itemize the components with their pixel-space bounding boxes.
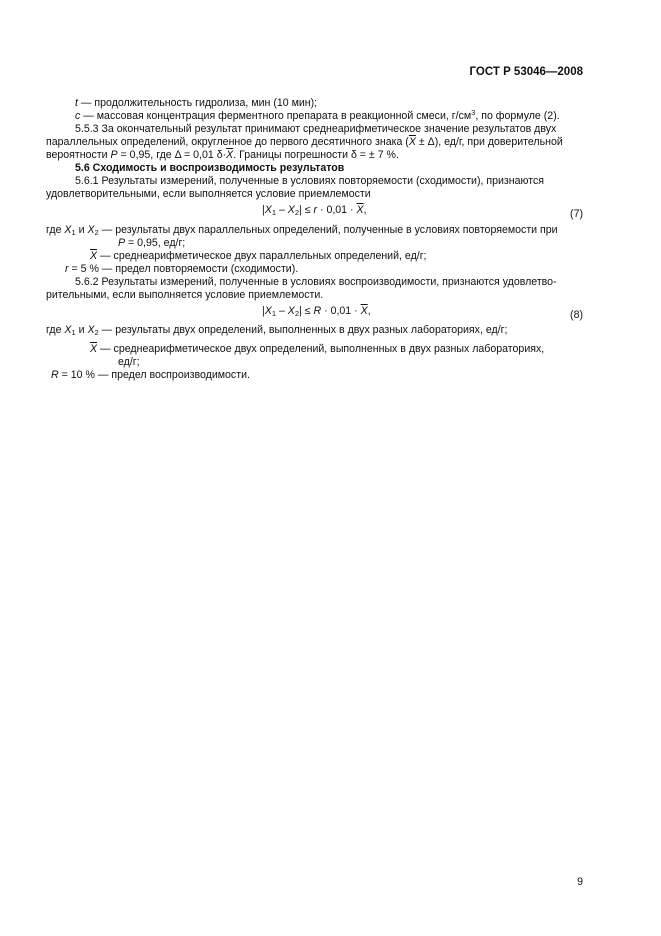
relation: | ≤ bbox=[299, 305, 314, 317]
t-definition-text: — продолжительность гидролиза, мин (10 мин); bbox=[77, 97, 318, 109]
para-5-5-3-line2 bbox=[46, 136, 563, 149]
and-word: и bbox=[75, 324, 88, 336]
relation: | ≤ bbox=[299, 204, 314, 216]
where-x1-x2-line2 bbox=[118, 237, 185, 250]
subscript-1: 1 bbox=[271, 309, 277, 318]
where-word: где bbox=[46, 324, 65, 336]
para-5-5-3-line3-mid: = 0,95, где Δ = 0,01 δ· bbox=[117, 149, 227, 161]
symbol-x2: X bbox=[287, 305, 295, 317]
where-xbar-line bbox=[90, 250, 427, 263]
subscript-2: 2 bbox=[294, 309, 300, 318]
definition-text: — результаты двух параллельных определений, полученные в условиях повторяемости при bbox=[98, 224, 558, 236]
para-5-5-3-line2-tail: ± Δ), ед/г, при доверительной bbox=[415, 136, 563, 148]
c-definition-tail: , по формуле (2). bbox=[475, 110, 560, 122]
para-5-5-3-line2-text: параллельных определений, округленное до первого десятичного знака ( bbox=[46, 136, 409, 148]
definition-cont: = 0,95, ед/г; bbox=[125, 237, 186, 249]
equation-number-8: (8) bbox=[570, 309, 583, 321]
mean-x-symbol: $\overline{X}$ bbox=[90, 343, 98, 355]
var-t-definition bbox=[75, 97, 317, 110]
para-5-5-3-line1: 5.5.3 За окончательный результат принимают среднеарифметическое значение результатов двух bbox=[75, 123, 557, 135]
para-5-5-3-line3 bbox=[46, 149, 399, 162]
minus-sign: – bbox=[276, 305, 288, 317]
para-5-6-1-line1: 5.6.1 Результаты измерений, полученные в условиях повторяемости (сходимости), признаются bbox=[75, 175, 545, 187]
subscript-1: 1 bbox=[71, 328, 76, 337]
definition-text: — результаты двух определений, выполненных в двух разных лабораториях, ед/г; bbox=[98, 324, 508, 336]
abs-bar-open: | bbox=[262, 305, 265, 317]
definition-text: — среднеарифметическое двух определений, выполненных в двух разных лабораториях, bbox=[97, 343, 545, 355]
para-5-6-2-line2: рительными, если выполняется условие приемлемости. bbox=[46, 289, 324, 301]
where-x1-x2-labs-line bbox=[46, 324, 507, 337]
comma: , bbox=[363, 204, 367, 216]
mean-x-symbol: $\overline{X}$ bbox=[360, 305, 368, 317]
para-5-5-3-line3-text: вероятности bbox=[46, 149, 111, 161]
symbol-x1: X bbox=[264, 305, 272, 317]
page-number: 9 bbox=[577, 876, 583, 888]
section-heading-5-6: 5.6 Сходимость и воспроизводимость результатов bbox=[75, 162, 345, 174]
symbol-P: P bbox=[110, 149, 118, 161]
abs-bar-open: | bbox=[262, 204, 265, 216]
mean-x-symbol: $\overline{X}$ bbox=[226, 149, 234, 161]
subscript-1: 1 bbox=[271, 208, 277, 217]
mean-x-symbol: $\overline{X}$ bbox=[90, 250, 98, 262]
mean-x-symbol: $\overline{X}$ bbox=[408, 136, 416, 148]
where-r-line bbox=[65, 263, 298, 276]
symbol-P: P bbox=[118, 237, 126, 249]
symbol-r: r bbox=[313, 204, 318, 216]
where-R-line bbox=[51, 369, 250, 382]
symbol-x1: X bbox=[64, 224, 72, 236]
c-unit-exponent: 3 bbox=[471, 108, 476, 117]
var-c-definition bbox=[75, 110, 560, 123]
subscript-2: 2 bbox=[94, 328, 99, 337]
definition-text: = 5 % — предел повторяемости (сходимости). bbox=[68, 263, 299, 275]
where-word: где bbox=[46, 224, 65, 236]
factor: · 0,01 · bbox=[317, 204, 357, 216]
where-x1-x2-line1 bbox=[46, 224, 558, 237]
where-xbar-labs-line2: ед/г; bbox=[118, 356, 140, 368]
symbol-c: c bbox=[75, 110, 81, 122]
subscript-2: 2 bbox=[94, 228, 99, 237]
factor: · 0,01 · bbox=[321, 305, 361, 317]
definition-text: — среднеарифметическое двух параллельных определений, ед/г; bbox=[97, 250, 427, 262]
c-definition-text: — массовая концентрация ферментного препарата в реакционной смеси, г/см bbox=[80, 110, 472, 122]
standard-header: ГОСТ Р 53046—2008 bbox=[469, 66, 583, 78]
subscript-1: 1 bbox=[71, 228, 76, 237]
mean-x-symbol: $\overline{X}$ bbox=[356, 204, 364, 216]
symbol-x2: X bbox=[87, 324, 95, 336]
where-xbar-labs-line1 bbox=[90, 343, 544, 356]
para-5-6-2-line1: 5.6.2 Результаты измерений, полученные в условиях воспроизводимости, признаются удовлетво- bbox=[75, 276, 557, 288]
and-word: и bbox=[75, 224, 88, 236]
symbol-x1: X bbox=[264, 204, 272, 216]
symbol-R: R bbox=[51, 369, 59, 381]
para-5-5-3-line3-tail: . Границы погрешности δ = ± 7 %. bbox=[233, 149, 399, 161]
formula-7 bbox=[262, 204, 367, 217]
symbol-t: t bbox=[75, 97, 78, 109]
symbol-x1: X bbox=[64, 324, 72, 336]
symbol-x2: X bbox=[287, 204, 295, 216]
definition-text: = 10 % — предел воспроизводимости. bbox=[58, 369, 250, 381]
symbol-r: r bbox=[65, 263, 69, 275]
comma: , bbox=[367, 305, 371, 317]
symbol-R: R bbox=[313, 305, 322, 317]
minus-sign: – bbox=[276, 204, 288, 216]
formula-8 bbox=[262, 305, 371, 318]
para-5-6-1-line2: удовлетворительными, если выполняется условие приемлемости bbox=[46, 188, 371, 200]
subscript-2: 2 bbox=[294, 208, 300, 217]
equation-number-7: (7) bbox=[570, 208, 583, 220]
symbol-x2: X bbox=[87, 224, 95, 236]
